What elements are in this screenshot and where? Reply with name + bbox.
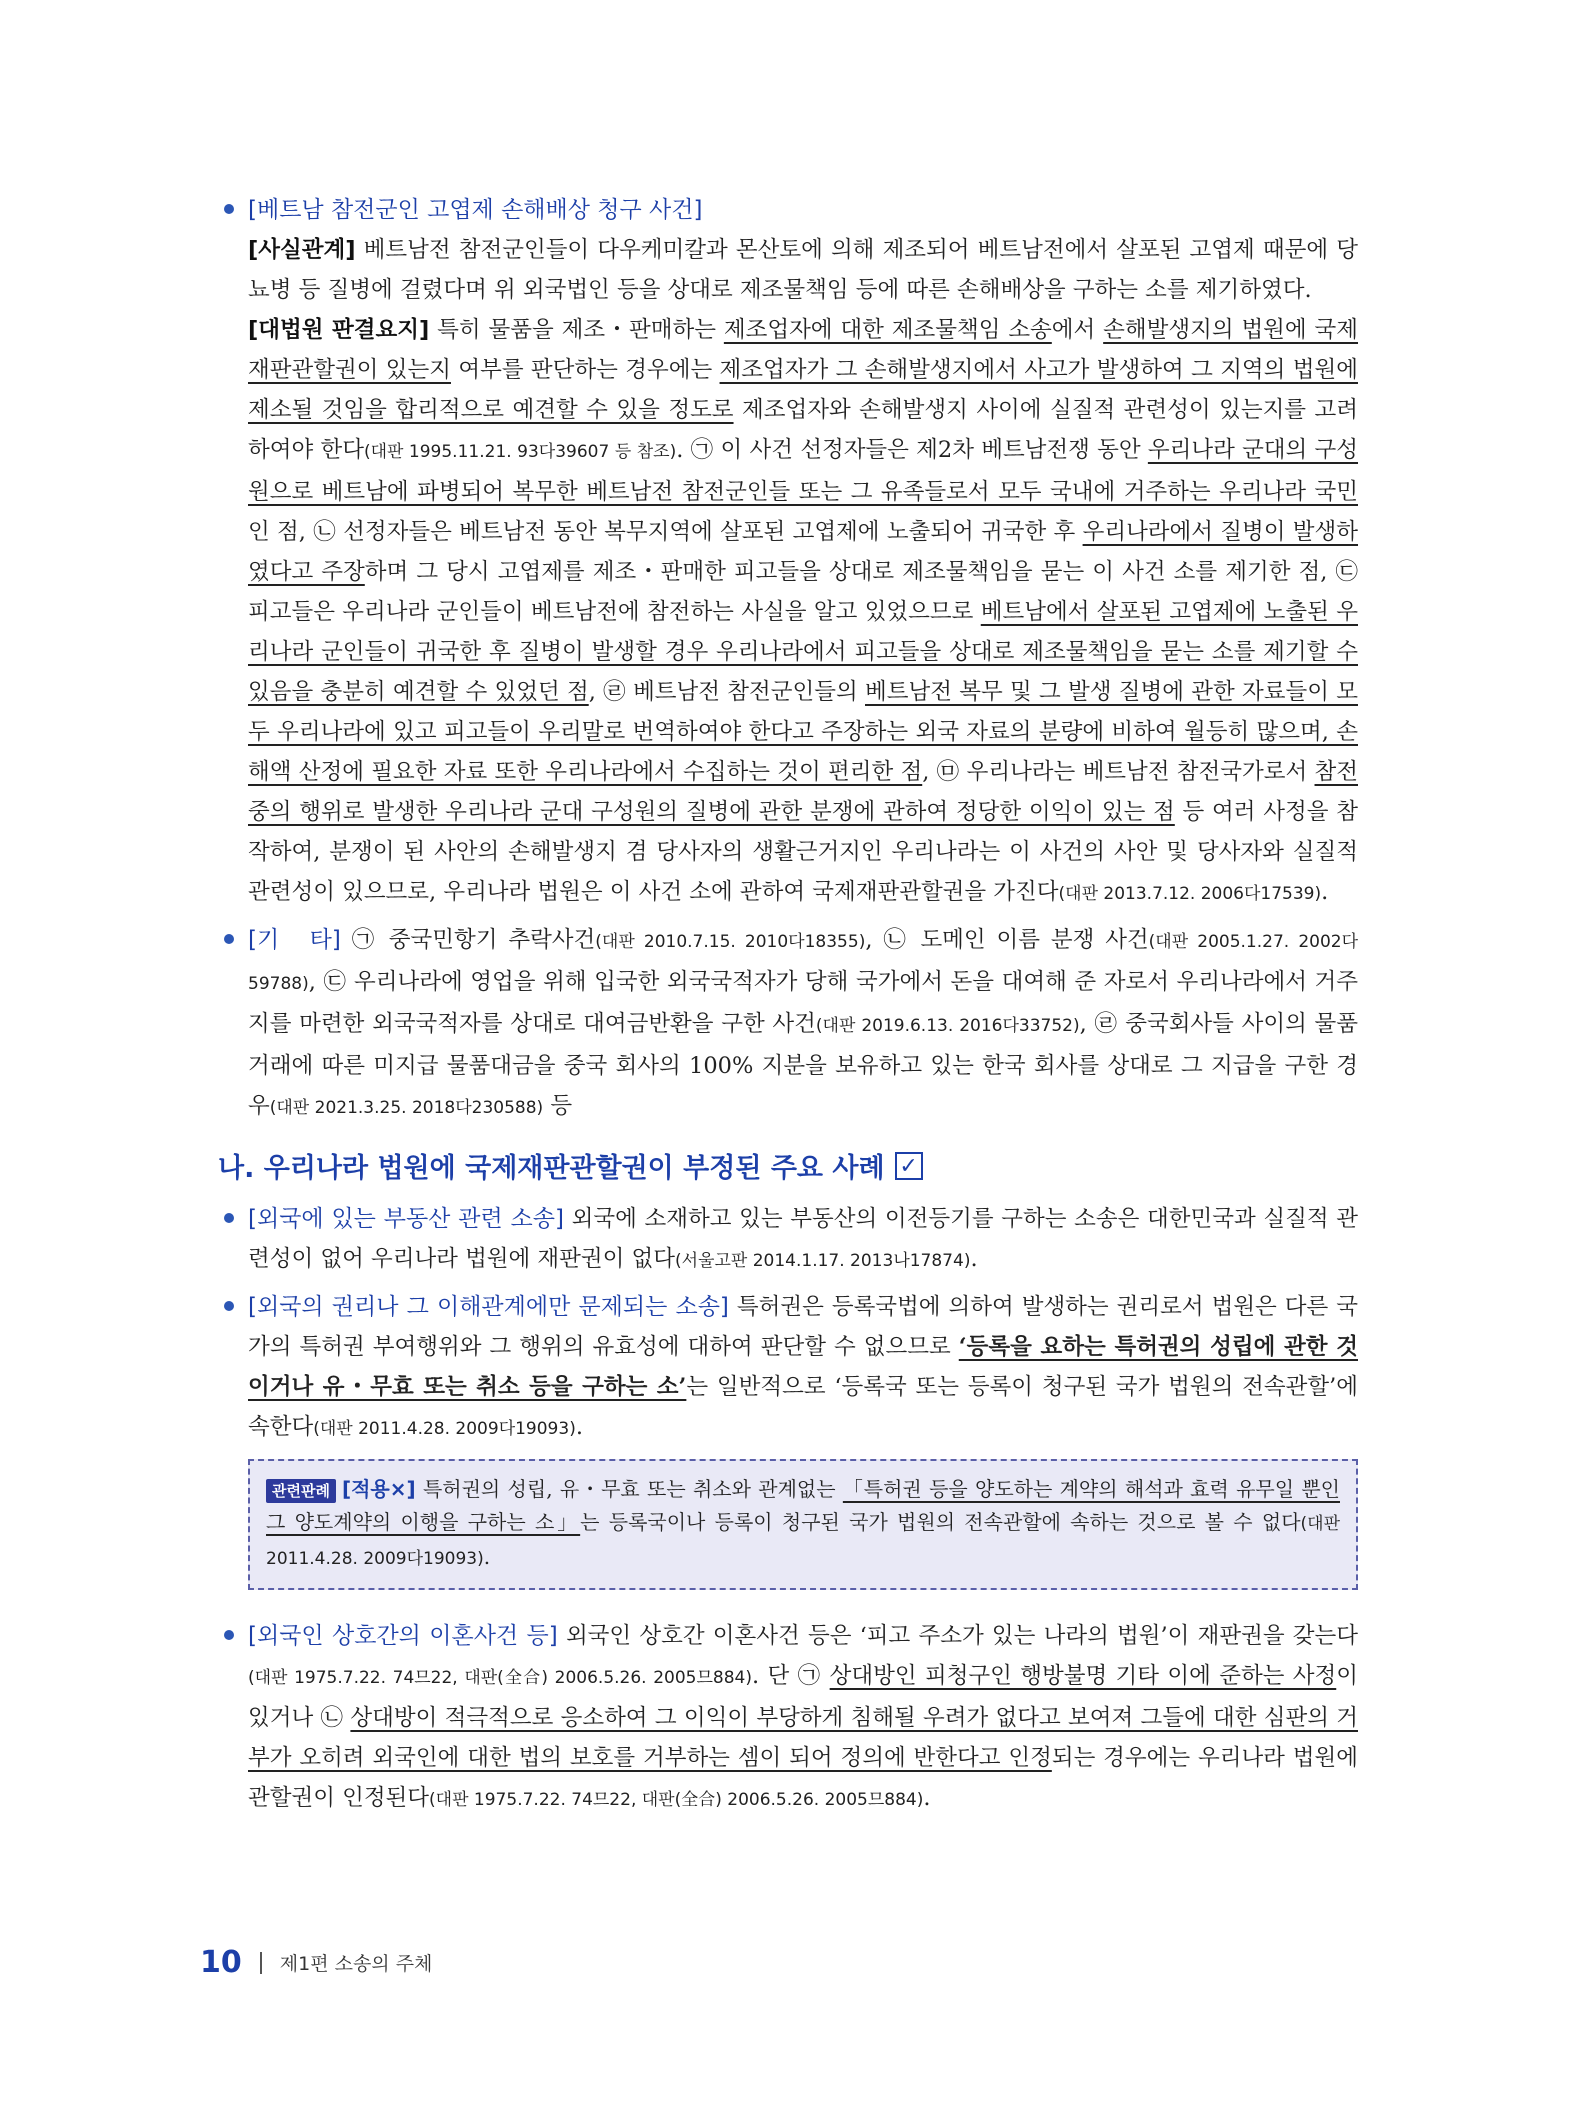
others-paragraph	[248, 920, 1358, 1128]
ruling-text: 여부를 판단하는 경우에는	[450, 357, 720, 383]
ruling-text: 에서	[1051, 317, 1104, 343]
others-text: , ㉢ 우리나라에 영업을 위해 입국한 외국국적자가 당해 국가에서 돈을 대여해 준 자로서 우리나라에서 거주지를 마련한 외국국적자를 상대로 대여금반환을 구한 사건	[248, 969, 1358, 1037]
section-heading	[218, 1146, 1358, 1185]
underlined-text: 참전 중의 행위로 발생한 우리나라 군대 구성원의 질병에 관한 분쟁에 관하여 정당한 이익이 있는 점	[248, 759, 1358, 825]
ruling-text: 하며 그 당시 고엽제를 제조・판매한 피고들을 상대로 제조물책임을 묻는 이 사건 소를 제기한 점, ㉢ 피고들은 우리나라 군인들이 베트남전에 참전하는 사실을 알고 있었으므로	[248, 559, 1359, 625]
case-citation: (서울고판 2014.1.17. 2013나17874)	[675, 1251, 971, 1271]
facts-text: 베트남전 참전군인들이 다우케미칼과 몬산토에 의해 제조되어 베트남전에서 살포된 고엽제 때문에 당뇨병 등 질병에 걸렸다며 위 외국법인 등을 상대로 제조물책임 등에 따른 손해배상을 구하는 소를 제기하였다.	[248, 237, 1358, 303]
ruling-paragraph	[248, 310, 1358, 914]
underlined-text: 우리나라 군대의 구성원으로 베트남에 파병되어 복무한 베트남전 참전군인들 또는 그 유족들로서 모두 국내에 거주하는 우리나라 국민	[248, 437, 1359, 505]
case-citation: (대판 2005.1.27. 2002다59788)	[248, 932, 1358, 994]
underlined-text: 제조업자에 대한 제조물책임 소송	[723, 317, 1052, 343]
case-heading: [외국의 권리나 그 이해관계에만 문제되는 소송]	[248, 1294, 729, 1320]
case-citation: (대판 2011.4.28. 2009다19093)	[313, 1419, 576, 1439]
case-citation: (대판 2021.3.25. 2018다230588)	[269, 1098, 544, 1118]
bullet-icon	[224, 1630, 234, 1640]
checkbox-icon: ✓	[895, 1152, 923, 1180]
others-text: , ㉣ 중국회사들 사이의 물품거래에 따른 미지급 물품대금을 중국 회사의 100% 지분을 보유하고 있는 한국 회사를 상대로 그 지급을 구한 경우	[248, 1011, 1358, 1119]
real-estate-paragraph	[248, 1199, 1358, 1281]
bullet-icon	[224, 204, 234, 214]
case-heading: [외국인 상호간의 이혼사건 등]	[248, 1623, 558, 1649]
case-text: 외국인 상호간 이혼사건 등은 ‘피고 주소가 있는 나라의 법원’이 재판권을 갖는다	[557, 1623, 1359, 1649]
case-citation: (대판 1995.11.21. 93다39607 등 참조)	[363, 442, 677, 462]
ruling-text: , ㉣ 베트남전 참전군인들의	[588, 679, 865, 705]
ruling-text: 등 여러 사정을 참작하여, 분쟁이 된 사안의 손해발생지 겸 당사자의 생활근거지인 우리나라는 이 사건의 사안 및 당사자와 실질적 관련성이 있으므로, 우리나라 법원은 이 사건 소에 관하여 국제재판관할권을 가진다	[248, 799, 1358, 905]
case-citation: (대판 2010.7.15. 2010다18355)	[595, 932, 866, 952]
case-citation: (대판 2019.6.13. 2016다33752)	[815, 1016, 1080, 1036]
chapter-title: 제1편 소송의 주체	[279, 1953, 433, 1975]
case-vietnam-agent-orange	[218, 190, 1358, 914]
case-foreigner-divorce	[218, 1616, 1358, 1820]
case-citation: (대판 1975.7.22. 74므22, 대판(全合) 2006.5.26. 2005므884)	[429, 1790, 924, 1810]
underlined-text: 상대방인 피청구인 행방불명 기타 이에 준하는 사정	[829, 1663, 1337, 1689]
case-text: .	[970, 1246, 978, 1272]
case-text: 이 있거나 ㉡	[248, 1663, 1358, 1731]
case-heading: [기 타]	[248, 927, 341, 953]
ruling-text: , ㉤ 우리나라는 베트남전 참전국가로서	[922, 759, 1315, 785]
bullet-icon	[224, 1301, 234, 1311]
ruling-label: [대법원 판결요지]	[248, 317, 430, 343]
case-citation: (대판 2013.7.12. 2006다17539)	[1058, 884, 1322, 904]
section-title: 나. 우리나라 법원에 국제재판관할권이 부정된 주요 사례	[218, 1153, 885, 1184]
case-text: . 단 ㉠	[751, 1663, 830, 1689]
box-text: 는 등록국이나 등록이 청구된 국가 법원의 전속관할에 속하는 것으로 볼 수 없다	[580, 1510, 1301, 1534]
bullet-icon	[224, 1213, 234, 1223]
others-text: 등	[543, 1093, 573, 1119]
case-citation: (대판 2011.4.28. 2009다19093)	[266, 1514, 1341, 1569]
content-column	[218, 190, 1358, 1826]
underlined-text: 「특허권 등을 양도하는 계약의 해석과 효력 유무일 뿐인 그 양도계약의 이행을 구하는 소」	[266, 1477, 1340, 1534]
related-precedent-box	[248, 1459, 1358, 1590]
ruling-text: .	[1321, 879, 1329, 905]
emphasized-text: ‘등록을 요하는 특허권의 성립에 관한 것이거나 유・무효 또는 취소 등을 구하는 소’	[248, 1334, 1358, 1400]
underlined-text: 제조업자가 그 손해발생지에서 사고가 발생하여 그 지역의 법원에 제소될 것임을 합리적으로 예견할 수 있을 정도로	[248, 357, 1358, 423]
page-number: 10	[200, 1945, 242, 1980]
case-foreign-real-estate	[218, 1199, 1358, 1281]
foreign-rights-paragraph	[248, 1287, 1358, 1449]
others-text: , ㉡ 도메인 이름 분쟁 사건	[865, 927, 1149, 953]
others-text: ㉠ 중국민항기 추락사건	[340, 927, 596, 953]
facts-paragraph	[248, 230, 1358, 310]
bullet-icon	[224, 934, 234, 944]
divorce-paragraph	[248, 1616, 1358, 1820]
ruling-text: . ㉠ 이 사건 선정자들은 제2차 베트남전쟁 동안	[676, 437, 1148, 463]
ruling-text: 특히 물품을 제조・판매하는	[429, 317, 724, 343]
ruling-text: 제조업자와 손해발생지 사이에 실질적 관련성이 있는지를 고려하여야 한다	[248, 397, 1358, 463]
case-text: 외국에 소재하고 있는 부동산의 이전등기를 구하는 소송은 대한민국과 실질적 관련성이 없어 우리나라 법원에 재판권이 없다	[248, 1206, 1359, 1272]
underlined-text: 상대방이 적극적으로 응소하여 그 이익이 부당하게 침해될 우려가 없다고 보여져 그들에 대한 심판의 거부가 오히려 외국인에 대한 법의 보호를 거부하는 셈이 되어 정의에 반한다고 인정	[248, 1705, 1358, 1771]
page-footer	[200, 1945, 432, 1980]
case-heading: [베트남 참전군인 고엽제 손해배상 청구 사건]	[248, 197, 703, 223]
case-citation: (대판 1975.7.22. 74므22, 대판(全合) 2006.5.26. 2005므884)	[248, 1668, 752, 1688]
box-text: .	[483, 1545, 491, 1569]
case-text: 는 일반적으로 ‘등록국 또는 등록이 청구된 국가 법원의 전속관할’에 속한다	[248, 1374, 1358, 1440]
underlined-text: 베트남전 복무 및 그 발생 질병에 관한 자료들이 모두 우리나라에 있고 피고들이 우리말로 번역하여야 한다고 주장하는 외국 자료의 분량에 비하여 월등히 많으며, 손해액 산정에 필요한 자료 또한 우리나라에서 수집하는 것이 편리한 점	[248, 679, 1358, 785]
case-heading: [외국에 있는 부동산 관련 소송]	[248, 1206, 564, 1232]
case-others	[218, 920, 1358, 1128]
case-foreign-rights	[218, 1287, 1358, 1449]
underlined-text: 손해발생지의 법원에 국제재판관할권이 있는지	[248, 317, 1359, 383]
apply-label: [적용×]	[341, 1477, 416, 1501]
box-text: 특허권의 성립, 유・무효 또는 취소와 관계없는	[415, 1477, 843, 1501]
ruling-text: 인 점, ㉡ 선정자들은 베트남전 동안 복무지역에 살포된 고엽제에 노출되어 귀국한 후	[248, 519, 1083, 545]
case-text: 되는 경우에는 우리나라 법원에 관할권이 인정된다	[248, 1745, 1358, 1811]
case-text: .	[923, 1785, 931, 1811]
footer-divider	[260, 1952, 262, 1974]
case-text: .	[575, 1414, 583, 1440]
underlined-text: 우리나라에서 질병이 발생하였다고 주장	[248, 519, 1359, 585]
case-text: 특허권은 등록국법에 의하여 발생하는 권리로서 법원은 다른 국가의 특허권 부여행위와 그 행위의 유효성에 대하여 판단할 수 없으므로	[248, 1294, 1358, 1360]
related-precedent-badge: 관련판례	[266, 1479, 336, 1503]
facts-label: [사실관계]	[248, 237, 356, 263]
underlined-text: 베트남에서 살포된 고엽제에 노출된 우리나라 군인들이 귀국한 후 질병이 발생할 경우 우리나라에서 피고들을 상대로 제조물책임을 묻는 소를 제기할 수 있음을 충분히 예견할 수 있었던 점	[248, 599, 1358, 705]
